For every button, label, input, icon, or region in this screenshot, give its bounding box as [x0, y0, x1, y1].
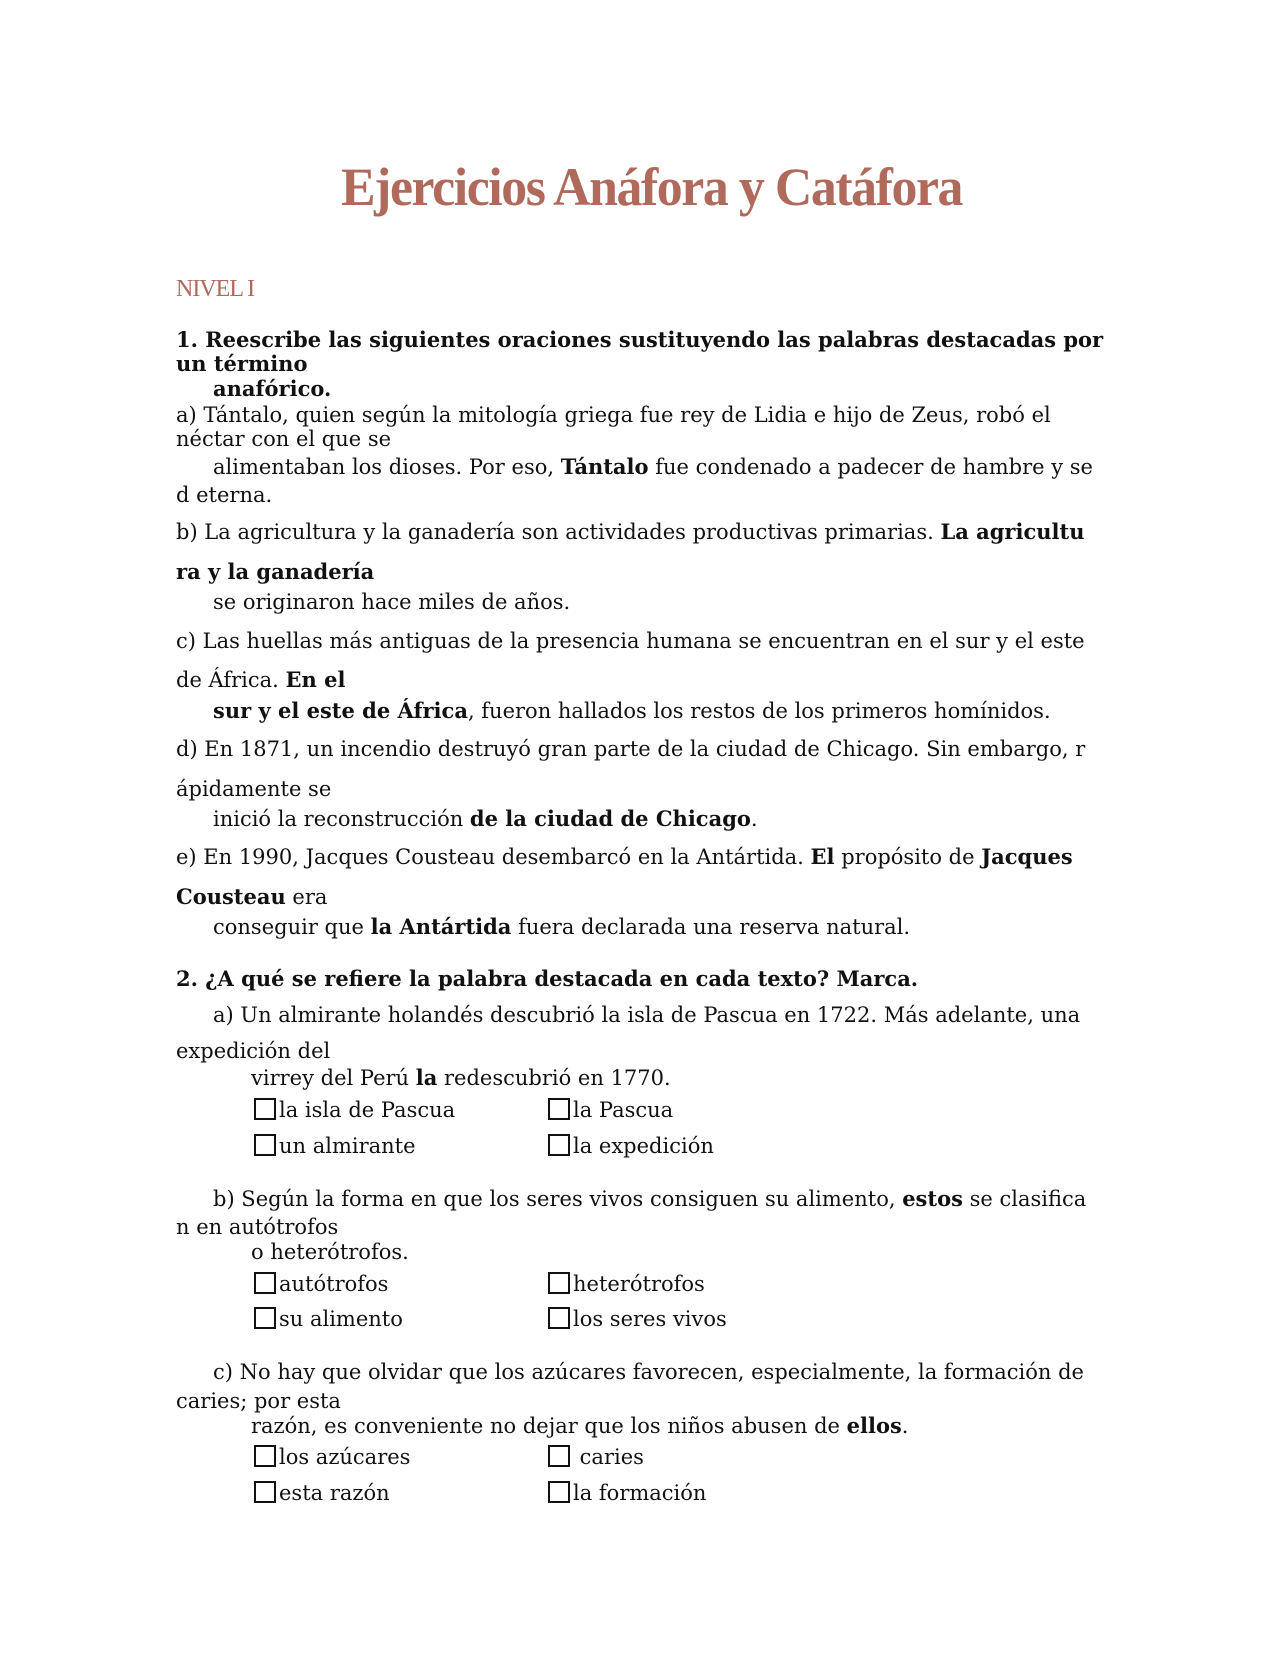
ex2-a-option-1[interactable]: la isla de Pascua: [254, 1096, 455, 1124]
exercise-1-heading: 1. Reescribe las siguientes oraciones sustituyendo las palabras destacadas por: [176, 327, 1104, 352]
ex1-d-line2: ápidamente se: [176, 777, 332, 801]
checkbox[interactable]: [254, 1307, 276, 1329]
ex2-c-line3: razón, es conveniente no dejar que los niños abusen de ellos.: [251, 1413, 909, 1438]
exercise-2-heading: 2. ¿A qué se refiere la palabra destacada en cada texto? Marca.: [176, 966, 919, 991]
ex1-e-line2: Cousteau era: [176, 884, 328, 909]
ex2-b-line1: b) Según la forma en que los seres vivos consiguen su alimento, estos se clasifica: [213, 1186, 1087, 1211]
ex2-a-line3: virrey del Perú la redescubrió en 1770.: [251, 1065, 671, 1090]
checkbox[interactable]: [548, 1272, 570, 1294]
highlighted-word: sur y el este de África: [213, 698, 468, 723]
ex2-c-line2: caries; por esta: [176, 1389, 341, 1413]
ex2-c-option-3[interactable]: esta razón: [254, 1479, 390, 1507]
exercise-1-heading-line2: un término: [176, 351, 308, 376]
ex2-b-option-2[interactable]: heterótrofos: [548, 1270, 705, 1298]
ex1-e-line3: conseguir que la Antártida fuera declarada una reserva natural.: [213, 914, 911, 939]
ex1-c-line1: c) Las huellas más antiguas de la presencia humana se encuentran en el sur y el este: [176, 629, 1085, 653]
ex2-c-option-4[interactable]: la formación: [548, 1479, 706, 1507]
checkbox[interactable]: [254, 1134, 276, 1156]
ex1-e-line1: e) En 1990, Jacques Cousteau desembarcó en la Antártida. El propósito de Jacques: [176, 844, 1073, 869]
highlighted-word: de la ciudad de Chicago: [469, 806, 751, 831]
ex1-d-line3: inició la reconstrucción de la ciudad de Chicago.: [213, 806, 758, 831]
highlighted-word: estos: [902, 1186, 963, 1211]
ex2-a-option-3[interactable]: un almirante: [254, 1132, 416, 1160]
page-title: Ejercicios Anáfora y Catáfora: [341, 157, 963, 217]
checkbox[interactable]: [254, 1445, 276, 1467]
highlighted-word: la Antártida: [370, 914, 512, 939]
checkbox[interactable]: [548, 1445, 570, 1467]
ex1-a-line3: alimentaban los dioses. Por eso, Tántalo fue condenado a padecer de hambre y se: [213, 454, 1093, 479]
checkbox[interactable]: [254, 1481, 276, 1503]
ex2-c-option-2[interactable]: caries: [548, 1443, 644, 1471]
ex2-a-option-4[interactable]: la expedición: [548, 1132, 714, 1160]
ex1-a-line2: néctar con el que se: [176, 427, 392, 451]
ex1-a-line4: d eterna.: [176, 483, 273, 507]
ex1-c-line3: sur y el este de África, fueron hallados los restos de los primeros homínidos.: [213, 698, 1051, 723]
ex2-b-option-3[interactable]: su alimento: [254, 1305, 403, 1333]
checkbox[interactable]: [548, 1481, 570, 1503]
ex2-a-line1: a) Un almirante holandés descubrió la isla de Pascua en 1722. Más adelante, una: [213, 1003, 1081, 1027]
checkbox[interactable]: [254, 1272, 276, 1294]
checkbox[interactable]: [548, 1307, 570, 1329]
highlighted-word: La agricultu: [940, 519, 1085, 544]
highlighted-word: En el: [285, 667, 346, 692]
highlighted-word: El: [810, 844, 835, 869]
ex2-a-option-2[interactable]: la Pascua: [548, 1096, 673, 1124]
checkbox[interactable]: [548, 1098, 570, 1120]
checkbox[interactable]: [254, 1098, 276, 1120]
highlighted-word: Tántalo: [560, 454, 649, 479]
highlighted-word: Jacques: [981, 844, 1073, 869]
highlighted-word: ellos: [846, 1413, 902, 1438]
ex2-b-line3: o heterótrofos.: [251, 1240, 409, 1264]
ex2-b-option-4[interactable]: los seres vivos: [548, 1305, 727, 1333]
ex1-b-line3: se originaron hace miles de años.: [213, 590, 571, 614]
ex2-c-option-1[interactable]: los azúcares: [254, 1443, 410, 1471]
highlighted-word: la: [415, 1065, 438, 1090]
ex1-a-line1: a) Tántalo, quien según la mitología griega fue rey de Lidia e hijo de Zeus, robó el: [176, 403, 1051, 427]
ex1-b-line1: b) La agricultura y la ganadería son actividades productivas primarias. La agricultu: [176, 519, 1085, 544]
ex2-a-line2: expedición del: [176, 1039, 331, 1063]
level-heading: NIVEL I: [176, 276, 255, 302]
ex2-b-option-1[interactable]: autótrofos: [254, 1270, 388, 1298]
checkbox[interactable]: [548, 1134, 570, 1156]
ex2-c-line1: c) No hay que olvidar que los azúcares favorecen, especialmente, la formación de: [213, 1360, 1084, 1384]
highlighted-word: Cousteau: [176, 884, 286, 909]
ex1-b-line2: ra y la ganadería: [176, 559, 375, 584]
exercise-1-heading-line3: anafórico.: [213, 376, 332, 401]
ex1-d-line1: d) En 1871, un incendio destruyó gran parte de la ciudad de Chicago. Sin embargo, r: [176, 737, 1086, 761]
ex2-b-line2: n en autótrofos: [176, 1215, 339, 1239]
ex1-c-line2: de África. En el: [176, 667, 346, 692]
